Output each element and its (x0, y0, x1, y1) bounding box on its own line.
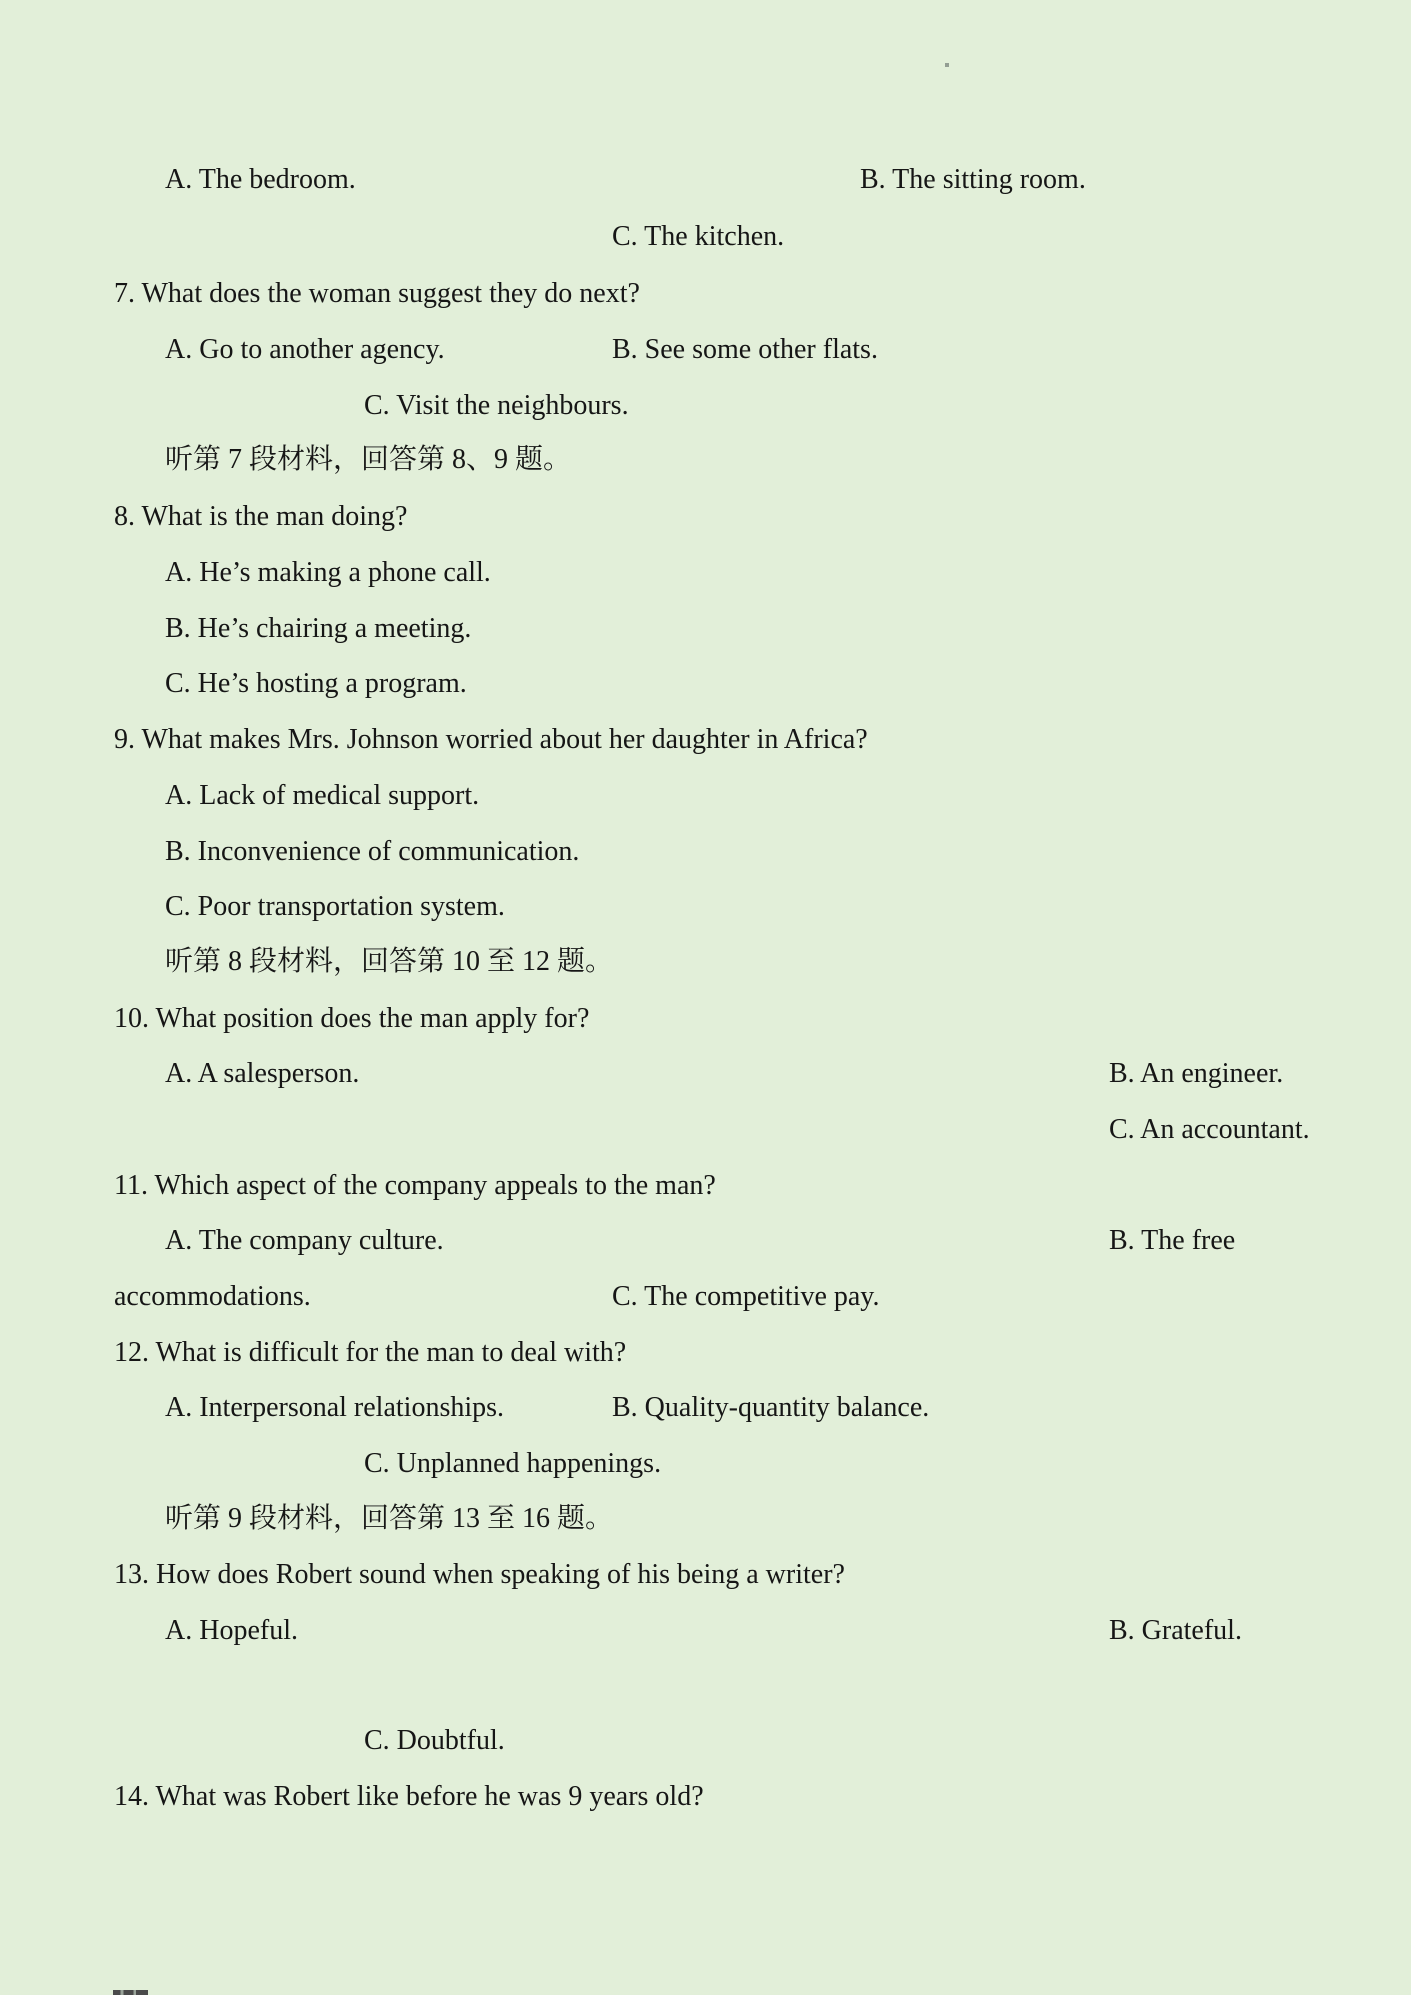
q13-option-b: B. Grateful. (1109, 1615, 1242, 1646)
q8-option-b: B. He’s chairing a meeting. (165, 613, 472, 644)
q6-option-a: A. The bedroom. (165, 164, 356, 195)
q7-option-b: B. See some other flats. (612, 334, 878, 365)
q10-option-a: A. A salesperson. (165, 1058, 360, 1089)
q10-option-b: B. An engineer. (1109, 1058, 1284, 1089)
q12-option-a: A. Interpersonal relationships. (165, 1392, 505, 1423)
question-12: 12. What is difficult for the man to deal with? (114, 1337, 627, 1368)
q8-option-c: C. He’s hosting a program. (165, 668, 467, 699)
q11-option-c: C. The competitive pay. (612, 1281, 880, 1312)
question-9: 9. What makes Mrs. Johnson worried about her daughter in Africa? (114, 724, 868, 755)
q10-option-c: C. An accountant. (1109, 1114, 1310, 1145)
q11-option-b-line1: B. The free (1109, 1225, 1236, 1256)
scan-speck (945, 63, 949, 67)
q12-option-b: B. Quality-quantity balance. (612, 1392, 930, 1423)
cropped-footer-mark (113, 1990, 148, 1995)
question-13: 13. How does Robert sound when speaking of his being a writer? (114, 1559, 845, 1590)
q13-option-a: A. Hopeful. (165, 1615, 298, 1646)
q9-option-c: C. Poor transportation system. (165, 891, 505, 922)
section-note-dialog-7: 听第 7 段材料，回答第 8、9 题。 (165, 444, 572, 475)
q6-option-c: C. The kitchen. (612, 221, 785, 252)
q13-option-c: C. Doubtful. (364, 1725, 505, 1756)
q8-option-a: A. He’s making a phone call. (165, 557, 491, 588)
q7-option-c: C. Visit the neighbours. (364, 390, 629, 421)
q11-option-b-line2: accommodations. (114, 1281, 311, 1312)
question-7: 7. What does the woman suggest they do next? (114, 278, 640, 309)
section-note-dialog-8: 听第 8 段材料，回答第 10 至 12 题。 (165, 946, 614, 977)
question-11: 11. Which aspect of the company appeals to the man? (114, 1170, 716, 1201)
question-14: 14. What was Robert like before he was 9 years old? (114, 1781, 704, 1812)
q7-option-a: A. Go to another agency. (165, 334, 445, 365)
q11-option-a: A. The company culture. (165, 1225, 444, 1256)
question-8: 8. What is the man doing? (114, 501, 408, 532)
q6-option-b: B. The sitting room. (860, 164, 1086, 195)
q12-option-c: C. Unplanned happenings. (364, 1448, 662, 1479)
section-note-dialog-9: 听第 9 段材料，回答第 13 至 16 题。 (165, 1503, 614, 1534)
q9-option-b: B. Inconvenience of communication. (165, 836, 580, 867)
question-10: 10. What position does the man apply for? (114, 1003, 590, 1034)
q9-option-a: A. Lack of medical support. (165, 780, 480, 811)
